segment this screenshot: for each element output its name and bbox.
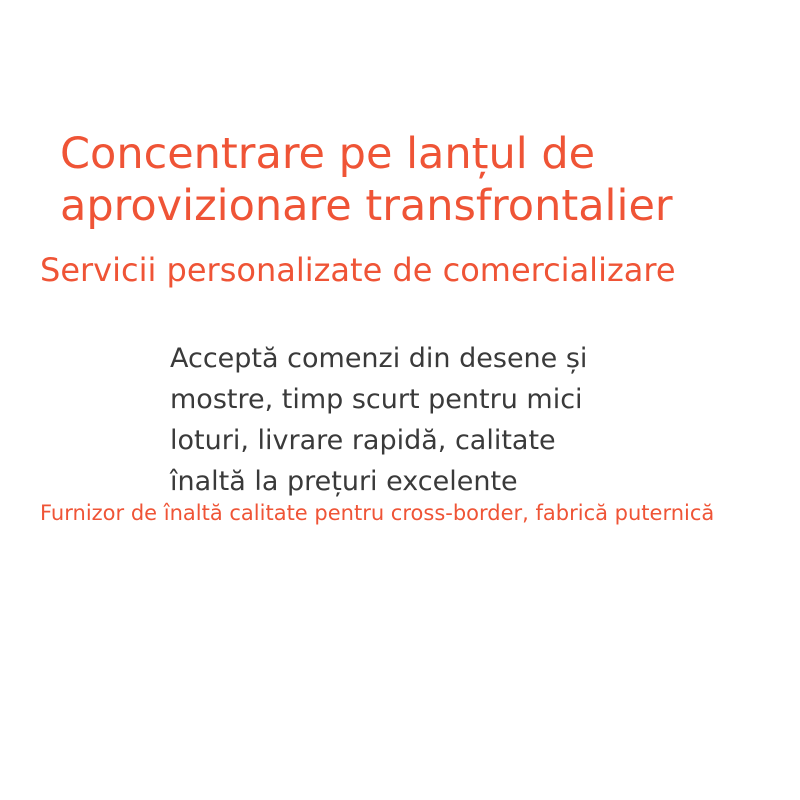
page-subtitle: Servicii personalizate de comercializare: [40, 251, 676, 289]
footnote-text: Furnizor de înaltă calitate pentru cross-border, fabrică puternică: [40, 501, 715, 525]
footnote-block: [0, 498, 800, 528]
page-title: Concentrare pe lanțul de aprovizionare transfrontalier: [60, 129, 673, 231]
body-block: [0, 338, 800, 502]
body-description: Acceptă comenzi din desene și mostre, timp scurt pentru mici loturi, livrare rapidă, calitate înaltă la prețuri excelente: [170, 343, 588, 497]
subheadline-block: [0, 248, 800, 292]
headline-block: [0, 128, 800, 232]
